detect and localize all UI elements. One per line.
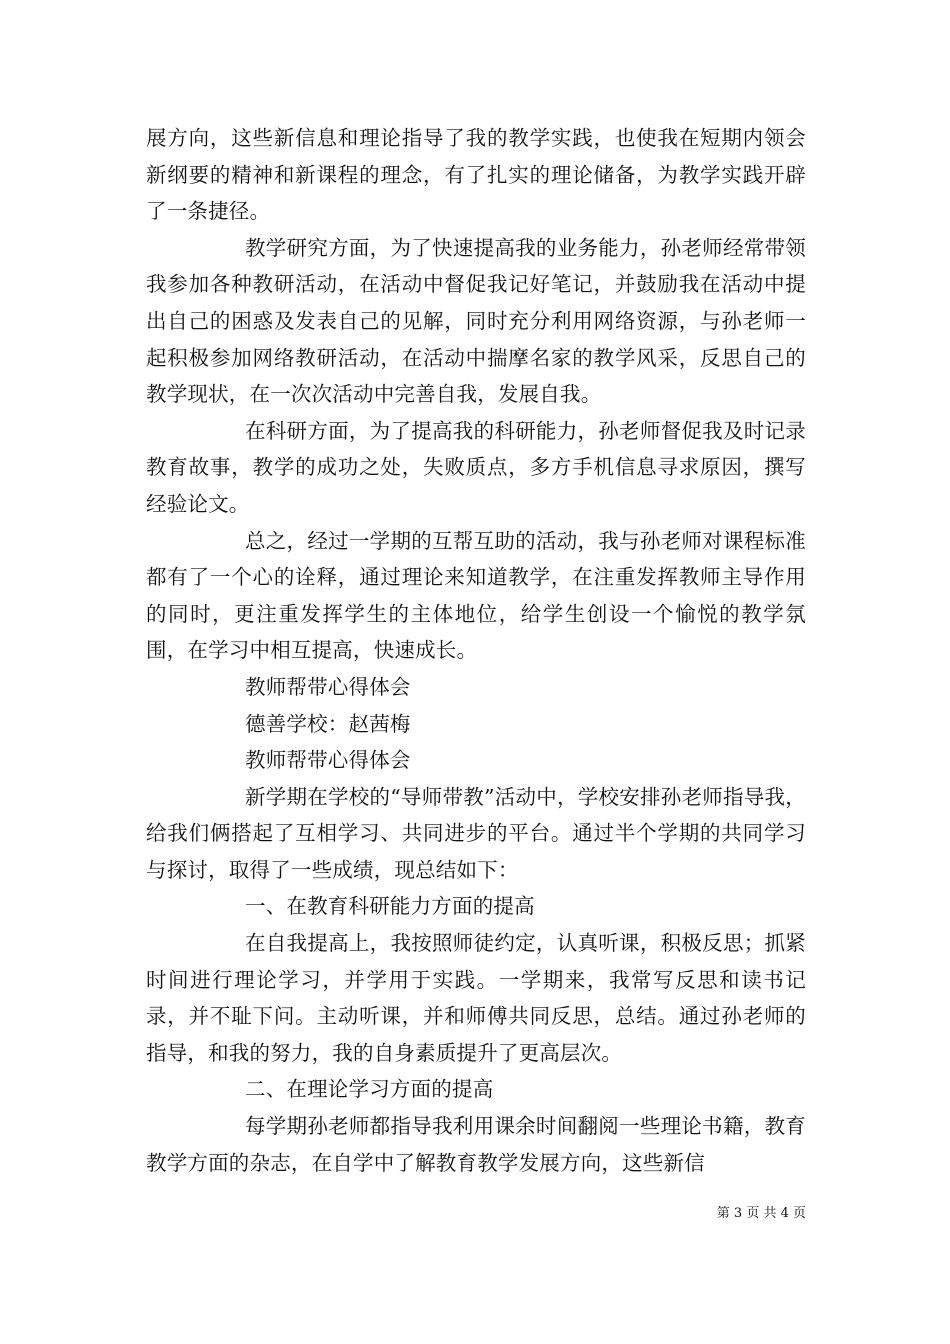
paragraph-intro: 新学期在学校的“导师带教”活动中，学校安排孙老师指导我，给我们俩搭起了互相学习、共同进步的平台。通过半个学期的共同学习与探讨，取得了一些成绩，现总结如下： bbox=[146, 784, 806, 882]
page-number-footer: 第 3 页 共 4 页 bbox=[716, 1206, 806, 1221]
paragraph-continuation: 展方向，这些新信息和理论指导了我的教学实践，也使我在短期内领会新纲要的精神和新课程的理念，有了扎实的理论储备，为教学实践开辟了一条捷径。 bbox=[146, 126, 806, 224]
subheading-theory-study: 二、在理论学习方面的提高 bbox=[245, 1077, 494, 1102]
paragraph-scientific-research: 在科研方面，为了提高我的科研能力，孙老师督促我及时记录教育故事，教学的成功之处，失败质点，多方手机信息寻求原因，撰写经验论文。 bbox=[146, 418, 806, 516]
author-line: 德善学校：赵茜梅 bbox=[245, 711, 411, 736]
document-body bbox=[146, 120, 806, 1181]
section-title: 教师帮带心得体会 bbox=[245, 674, 411, 699]
subheading-research-ability: 一、在教育科研能力方面的提高 bbox=[245, 894, 535, 919]
section-title-repeat: 教师帮带心得体会 bbox=[245, 748, 411, 773]
paragraph-teaching-research: 教学研究方面，为了快速提高我的业务能力，孙老师经常带领我参加各种教研活动，在活动中督促我记好笔记，并鼓励我在活动中提出自己的困惑及发表自己的见解，同时充分利用网络资源，与孙老师一起积极参加网络教研活动，在活动中揣摩名家的教学风采，反思自己的教学现状，在一次次活动中完善自我，发展自我。 bbox=[146, 235, 806, 407]
paragraph-theory-study: 每学期孙老师都指导我利用课余时间翻阅一些理论书籍，教育教学方面的杂志，在自学中了解教育教学发展方向，这些新信 bbox=[146, 1114, 806, 1175]
paragraph-summary: 总之，经过一学期的互帮互助的活动，我与孙老师对课程标准都有了一个心的诠释，通过理论来知道教学，在注重发挥教师主导作用的同时，更注重发挥学生的主体地位，给学生创设一个愉悦的教学氛围，在学习中相互提高，快速成长。 bbox=[146, 528, 806, 663]
paragraph-self-improvement: 在自我提高上，我按照师徒约定，认真听课，积极反思；抓紧时间进行理论学习，并学用于实践。一学期来，我常写反思和读书记录，并不耻下问。主动听课，并和师傅共同反思，总结。通过孙老师的指导，和我的努力，我的自身素质提升了更高层次。 bbox=[146, 931, 806, 1065]
